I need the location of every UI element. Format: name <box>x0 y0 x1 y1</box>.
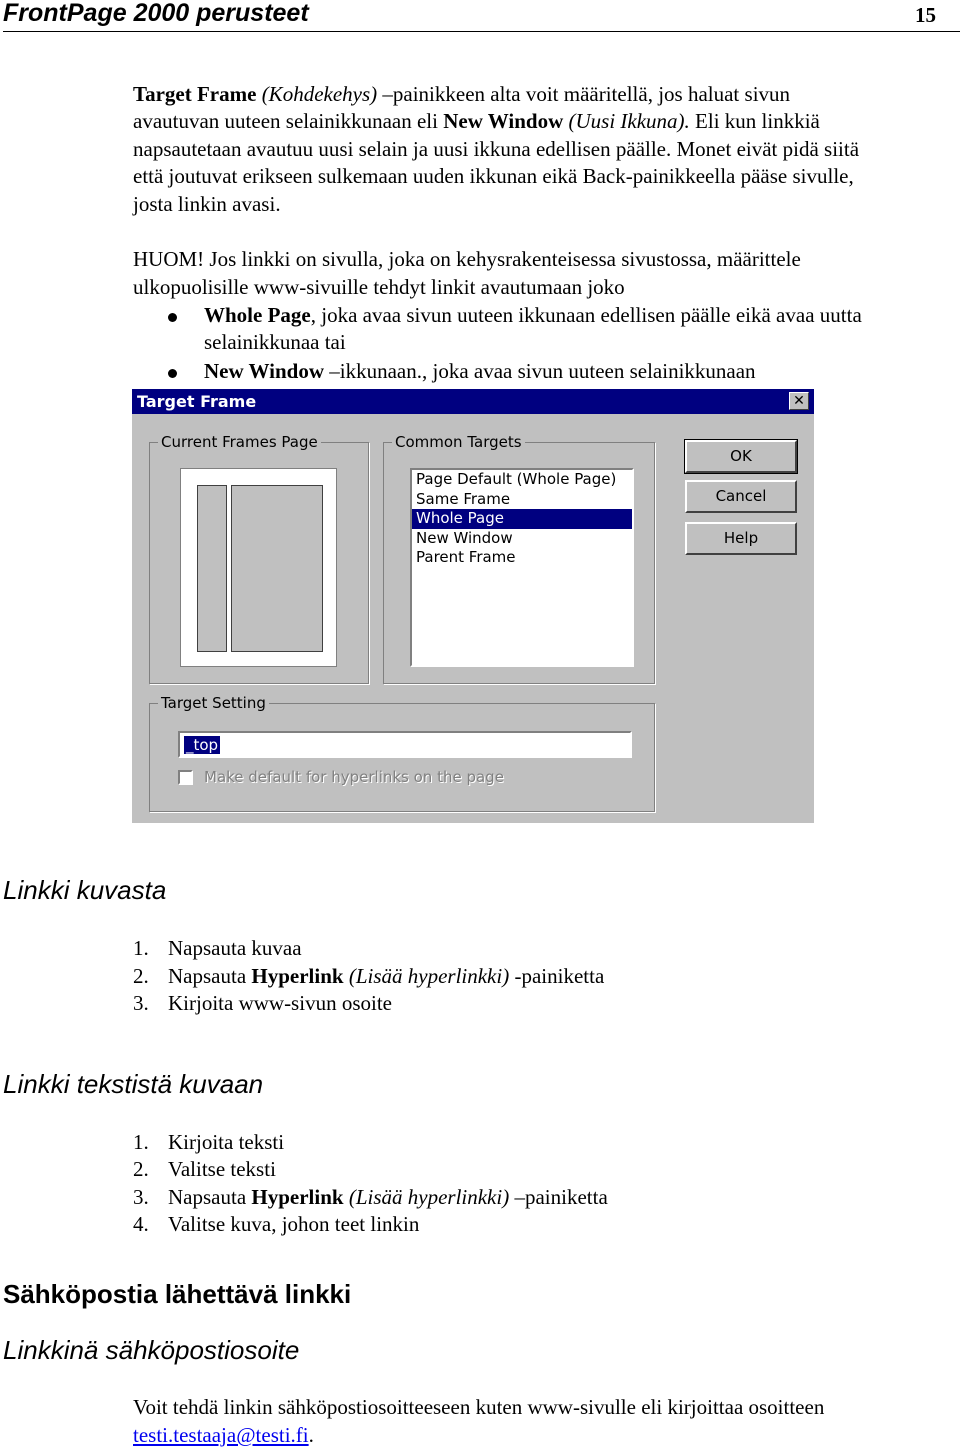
frame-right[interactable] <box>231 485 323 652</box>
ok-button[interactable]: OK <box>685 440 797 473</box>
current-frames-label: Current Frames Page <box>158 433 321 451</box>
email-paragraph-line-2: testi.testaaja@testi.fi. <box>133 1423 314 1447</box>
bullet-new-window: New Window –ikkunaan., joka avaa sivun uuteen selainikkunaan <box>204 359 756 383</box>
target-frame-dialog <box>132 389 814 823</box>
text-step-3: 3. Napsauta Hyperlink (Lisää hyperlinkki) –painiketta <box>133 1185 608 1209</box>
note-line-1: HUOM! Jos linkki on sivulla, joka on kehysrakenteisessa sivustossa, määrittele <box>133 247 801 271</box>
page-number: 15 <box>915 3 936 27</box>
help-button[interactable]: Help <box>685 522 797 555</box>
heading-image-link: Linkki kuvasta <box>3 875 167 905</box>
close-icon[interactable]: ✕ <box>789 392 809 410</box>
common-targets-label: Common Targets <box>392 433 525 451</box>
target-option[interactable]: Same Frame <box>416 489 511 508</box>
image-step-3: 3. Kirjoita www-sivun osoite <box>133 991 392 1015</box>
heading-text-to-image: Linkki tekstistä kuvaan <box>3 1069 264 1099</box>
intro-line-1: Target Frame (Kohdekehys) –painikkeen alta voit määritellä, jos haluat sivun <box>133 82 791 106</box>
note-line-2: ulkopuolisille www-sivuille tehdyt linkit avautumaan joko <box>133 275 625 299</box>
intro-line-4: että joutuvat erikseen sulkemaan uuden ikkunan eikä Back-painikkeella pääse sivulle, <box>133 164 854 188</box>
text-step-4: 4. Valitse kuva, johon teet linkin <box>133 1212 420 1236</box>
document-title: FrontPage 2000 perusteet <box>3 0 309 27</box>
dialog-title-bar <box>132 389 814 414</box>
intro-line-5: josta linkin avasi. <box>133 192 281 216</box>
subheading-email-address: Linkkinä sähköpostiosoite <box>3 1335 300 1365</box>
make-default-checkbox[interactable] <box>178 770 193 785</box>
bullet-icon <box>168 313 177 322</box>
target-option[interactable]: New Window <box>416 528 513 547</box>
term-uusi-ikkuna: (Uusi Ikkuna). <box>563 109 690 133</box>
frames-preview[interactable] <box>180 468 337 667</box>
target-setting-input[interactable] <box>178 731 632 758</box>
term-new-window: New Window <box>443 109 564 133</box>
intro-line-3: napsautetaan avautuu uusi selain ja uusi ikkuna edellisen päälle. Monet eivät pidä siitä <box>133 137 860 161</box>
email-link[interactable]: testi.testaaja@testi.fi <box>133 1423 309 1447</box>
bullet-whole-page: Whole Page, joka avaa sivun uuteen ikkunaan edellisen päälle eikä avaa uutta <box>204 303 862 327</box>
bullet-icon <box>168 369 177 378</box>
target-option[interactable]: Page Default (Whole Page) <box>416 470 617 488</box>
target-option[interactable]: Parent Frame <box>416 548 516 566</box>
target-setting-value: _top <box>186 736 219 754</box>
dialog-title: Target Frame <box>137 392 257 411</box>
intro-line-2: avautuvan uuteen selainikkunaan eli New Window (Uusi Ikkuna). Eli kun linkkiä <box>133 109 820 133</box>
text-step-2: 2. Valitse teksti <box>133 1157 276 1181</box>
bullet-whole-page-cont: selainikkunaa tai <box>204 330 346 354</box>
cancel-button[interactable]: Cancel <box>685 480 797 513</box>
term-kohdekehys: (Kohdekehys) <box>261 82 378 106</box>
common-targets-list[interactable] <box>410 468 634 667</box>
term-target-frame: Target Frame <box>133 82 257 106</box>
image-step-2: 2. Napsauta Hyperlink (Lisää hyperlinkki) -painiketta <box>133 964 605 988</box>
heading-email-link: Sähköpostia lähettävä linkki <box>3 1279 352 1309</box>
page-header <box>3 0 960 32</box>
text-step-1: 1. Kirjoita teksti <box>133 1130 285 1154</box>
image-step-1: 1. Napsauta kuvaa <box>133 936 302 960</box>
target-setting-label: Target Setting <box>158 694 269 712</box>
frame-left[interactable] <box>197 485 227 652</box>
email-paragraph-line-1: Voit tehdä linkin sähköpostiosoitteeseen kuten www-sivulle eli kirjoittaa osoitteen <box>133 1395 825 1419</box>
make-default-label: Make default for hyperlinks on the page <box>204 768 504 786</box>
target-option-selected[interactable]: Whole Page <box>412 509 632 529</box>
